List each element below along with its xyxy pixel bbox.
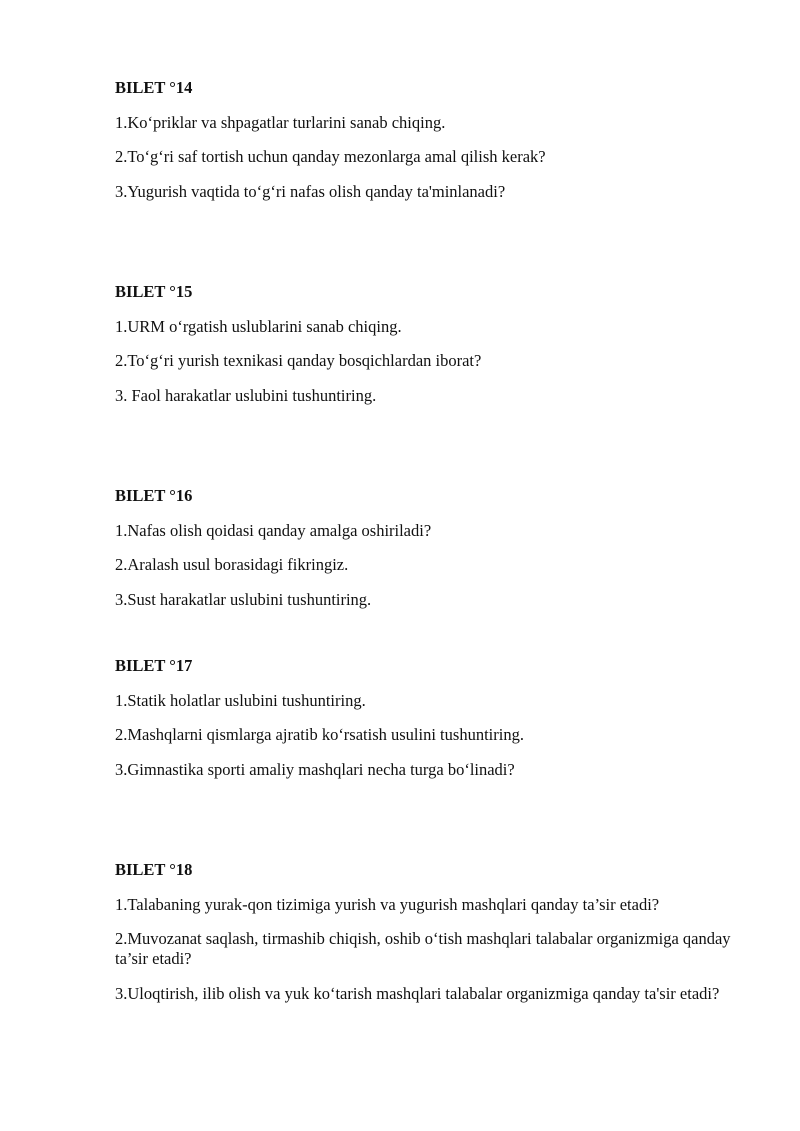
question-item: 3.Sust harakatlar uslubini tushuntiring. [115,589,372,609]
ticket-17 [115,656,755,794]
question-item: 2.To‘g‘ri yurish texnikasi qanday bosqichlardan iborat? [115,351,482,370]
question-item: 3.Uloqtirish, ilib olish va yuk ko‘tarish mashqlari talabalar organizmiga qanday ta'sir etadi? [115,983,720,1003]
question-item: 1.Ko‘priklar va shpagatlar turlarini sanab chiqing. [115,112,446,132]
ticket-14 [115,78,755,216]
ticket-title: BILET °17 [115,656,193,675]
question-item: 2.Aralash usul borasidagi fikringiz. [115,555,349,574]
question-item: 3.Yugurish vaqtida to‘g‘ri nafas olish qanday ta'minlanadi? [115,181,506,201]
ticket-16 [115,486,755,624]
question-item: 3.Gimnastika sporti amaliy mashqlari necha turga bo‘linadi? [115,759,515,779]
ticket-title: BILET °18 [115,860,193,879]
ticket-18 [115,860,755,1018]
ticket-title: BILET °16 [115,486,193,505]
question-item: 1.Talabaning yurak-qon tizimiga yurish va yugurish mashqlari qanday ta’sir etadi? [115,894,660,914]
question-item: 1.Statik holatlar uslubini tushuntiring. [115,690,366,710]
question-item: 3. Faol harakatlar uslubini tushuntiring. [115,385,377,405]
question-item: 2.Mashqlarni qismlarga ajratib ko‘rsatish usulini tushuntiring. [115,725,524,744]
question-item: 2.Muvozanat saqlash, tirmashib chiqish, oshib o‘tish mashqlari talabalar organizmiga qanday ta’sir etadi? [115,929,731,968]
question-item: 1.URM o‘rgatish uslublarini sanab chiqing. [115,316,402,336]
ticket-title: BILET °15 [115,282,193,301]
question-item: 1.Nafas olish qoidasi qanday amalga oshiriladi? [115,520,432,540]
question-item: 2.To‘g‘ri saf tortish uchun qanday mezonlarga amal qilish kerak? [115,147,546,166]
ticket-title: BILET °14 [115,78,193,97]
ticket-15 [115,282,755,420]
